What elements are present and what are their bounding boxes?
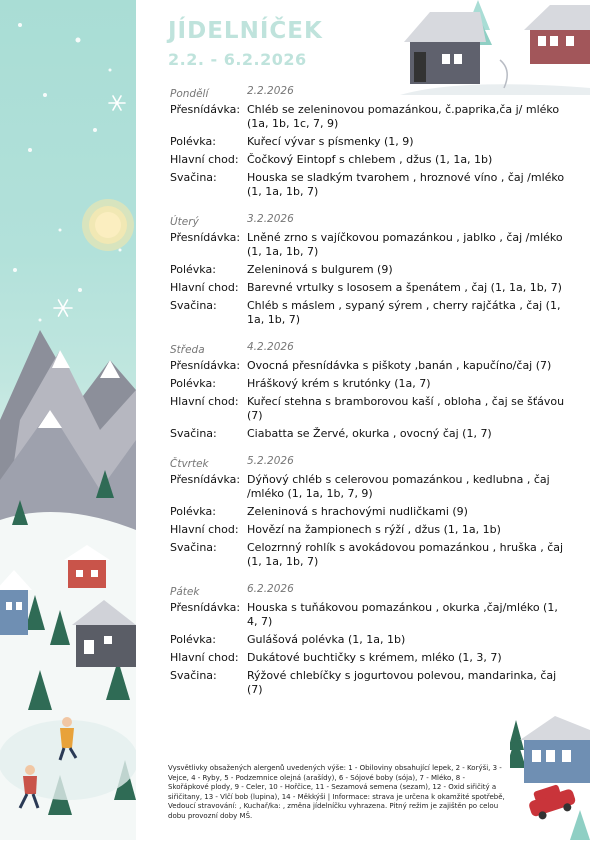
- breakfast-value: Dýňový chléb s celerovou pomazánkou , kedlubna , čaj /mléko (1, 1a, 1b, 7, 9): [247, 473, 550, 500]
- snack-label: Svačina:: [170, 427, 217, 440]
- day-name: Čtvrtek: [170, 458, 209, 470]
- day-date: 2.2.2026: [247, 85, 294, 97]
- soup-value: Zeleninová s bulgurem (9): [247, 263, 393, 276]
- day-section-tuesday: [170, 213, 570, 327]
- breakfast-row: [170, 601, 570, 629]
- breakfast-label: Přesnídávka:: [170, 473, 241, 486]
- snack-row: [170, 171, 570, 199]
- main-course-value: Čočkový Eintopf s chlebem , džus (1, 1a, 1b): [247, 153, 493, 166]
- soup-value: Kuřecí vývar s písmenky (1, 9): [247, 135, 414, 148]
- breakfast-row: [170, 231, 570, 259]
- breakfast-value: Chléb se zeleninovou pomazánkou, č.paprika,ča j/ mléko (1a, 1b, 1c, 7, 9): [247, 103, 560, 130]
- main-course-label: Hlavní chod:: [170, 153, 239, 166]
- snack-label: Svačina:: [170, 541, 217, 554]
- snack-row: [170, 427, 570, 441]
- snack-row: [170, 669, 570, 697]
- breakfast-label: Přesnídávka:: [170, 231, 241, 244]
- day-date: 4.2.2026: [247, 341, 294, 353]
- soup-value: Hráškový krém s krutónky (1a, 7): [247, 377, 431, 390]
- soup-value: Zeleninová s hrachovými nudličkami (9): [247, 505, 468, 518]
- main-course-value: Hovězí na žampionech s rýží , džus (1, 1a, 1b): [247, 523, 501, 536]
- snack-value: Celozrnný rohlík s avokádovou pomazánkou , hruška , čaj (1, 1a, 1b, 7): [247, 541, 564, 568]
- snack-row: [170, 541, 570, 569]
- snack-label: Svačina:: [170, 299, 217, 312]
- main-course-label: Hlavní chod:: [170, 523, 239, 536]
- soup-label: Polévka:: [170, 505, 216, 518]
- soup-label: Polévka:: [170, 135, 216, 148]
- main-course-label: Hlavní chod:: [170, 395, 239, 408]
- day-section-thursday: [170, 455, 570, 569]
- main-course-value: Dukátové buchtičky s krémem, mléko (1, 3, 7): [247, 651, 502, 664]
- main-course-label: Hlavní chod:: [170, 651, 239, 664]
- breakfast-label: Přesnídávka:: [170, 601, 241, 614]
- snack-value: Rýžové chlebíčky s jogurtovou polevou, mandarinka, čaj (7): [247, 669, 557, 696]
- main-course-row: [170, 395, 570, 423]
- breakfast-value: Lněné zrno s vajíčkovou pomazánkou , jablko , čaj /mléko (1, 1a, 1b, 7): [247, 231, 563, 258]
- day-name: Pondělí: [170, 88, 209, 100]
- soup-value: Gulášová polévka (1, 1a, 1b): [247, 633, 406, 646]
- weekly-menu: [170, 85, 570, 711]
- soup-row: [170, 263, 570, 277]
- soup-row: [170, 633, 570, 647]
- main-course-label: Hlavní chod:: [170, 281, 239, 294]
- day-section-wednesday: [170, 341, 570, 441]
- day-name: Úterý: [170, 216, 199, 228]
- day-date: 5.2.2026: [247, 455, 294, 467]
- day-section-monday: [170, 85, 570, 199]
- snack-label: Svačina:: [170, 171, 217, 184]
- breakfast-row: [170, 359, 570, 373]
- winter-illustration-strip: [0, 0, 136, 840]
- main-course-row: [170, 153, 570, 167]
- main-course-row: [170, 651, 570, 665]
- day-date: 6.2.2026: [247, 583, 294, 595]
- snack-value: Houska se sladkým tvarohem , hroznové víno , čaj /mléko (1, 1a, 1b, 7): [247, 171, 565, 198]
- snack-label: Svačina:: [170, 669, 217, 682]
- breakfast-row: [170, 103, 570, 131]
- page-title: JÍDELNÍČEK: [168, 18, 323, 44]
- soup-label: Polévka:: [170, 633, 216, 646]
- snack-value: Chléb s máslem , sypaný sýrem , cherry rajčátka , čaj (1, 1a, 1b, 7): [247, 299, 561, 326]
- soup-row: [170, 505, 570, 519]
- allergen-footnote: Vysvětlivky obsažených alergenů uvedených výše: 1 - Obiloviny obsahující lepek, 2 - Korýši, 3 - Vejce, 4 - Ryby, 5 - Podzemnice olejná (arašídy), 6 - Sójové boby (sója), 7 - Mléko, 8 - Skořápkové plody, 9 - Celer, 10 - Hořčice, 11 - Sezamová semena (sezam), 12 - Oxid siřičitý a siřičitany, 13 - Vlčí bob (lupina), 14 - Měkkýši | Informace: strava je určena k okamžité spotřebě, Vedoucí stravování: , Kuchař/ka: , změna jídelníčku vyhrazena. Pitný režim je zajištěn po celou dobu provozní doby MŠ.: [168, 764, 505, 820]
- snack-row: [170, 299, 570, 327]
- breakfast-value: Ovocná přesnídávka s piškoty ,banán , kapučíno/čaj (7): [247, 359, 552, 372]
- soup-row: [170, 135, 570, 149]
- houses-illustration: [400, 0, 590, 95]
- day-date: 3.2.2026: [247, 213, 294, 225]
- breakfast-value: Houska s tuňákovou pomazánkou , okurka ,čaj/mléko (1, 4, 7): [247, 601, 558, 628]
- soup-row: [170, 377, 570, 391]
- breakfast-label: Přesnídávka:: [170, 103, 241, 116]
- day-name: Středa: [170, 344, 205, 356]
- main-course-row: [170, 281, 570, 295]
- house-car-illustration: [510, 710, 590, 840]
- main-course-value: Barevné vrtulky s lososem a špenátem , čaj (1, 1a, 1b, 7): [247, 281, 562, 294]
- date-range: 2.2. - 6.2.2026: [168, 50, 307, 69]
- breakfast-row: [170, 473, 570, 501]
- soup-label: Polévka:: [170, 377, 216, 390]
- main-course-value: Kuřecí stehna s bramborovou kaší , obloha , čaj se šťávou (7): [247, 395, 565, 422]
- day-section-friday: [170, 583, 570, 697]
- main-course-row: [170, 523, 570, 537]
- day-name: Pátek: [170, 586, 200, 598]
- snack-value: Ciabatta se Žervé, okurka , ovocný čaj (1, 7): [247, 427, 492, 440]
- soup-label: Polévka:: [170, 263, 216, 276]
- breakfast-label: Přesnídávka:: [170, 359, 241, 372]
